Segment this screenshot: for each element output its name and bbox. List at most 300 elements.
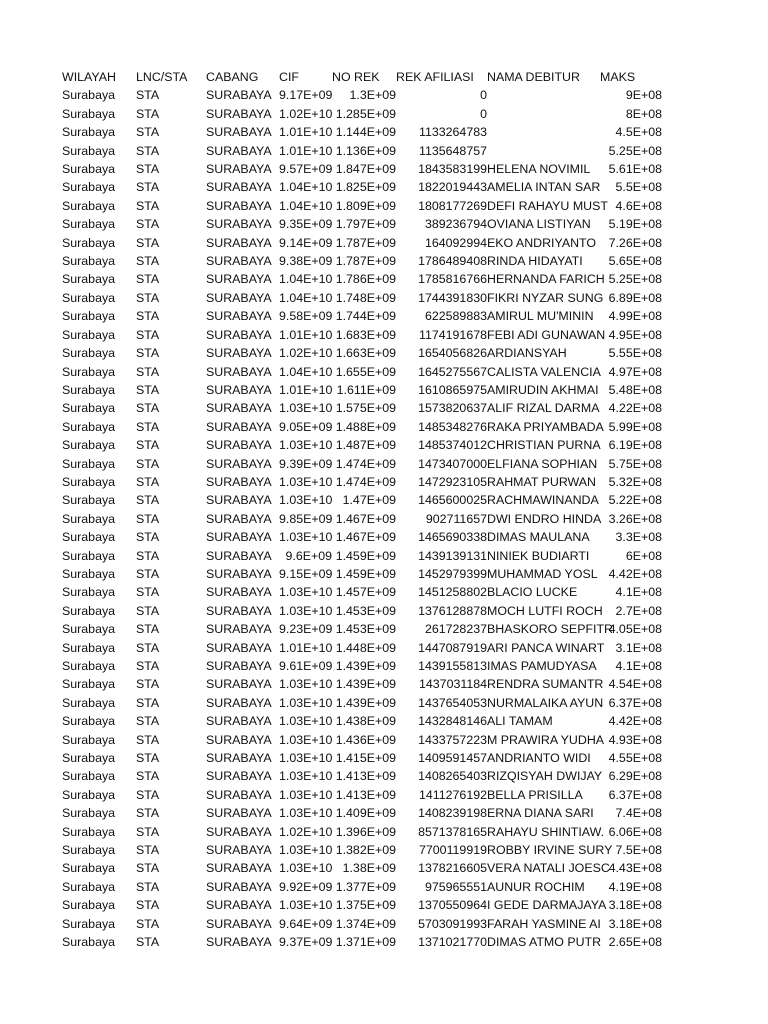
table-row <box>62 859 662 877</box>
cell-maks: 5.55E+08 <box>608 346 662 361</box>
cell-maks: 5.25E+08 <box>608 272 662 287</box>
table-row <box>62 197 662 215</box>
cell-rek-afiliasi: 1408265403 <box>418 769 487 784</box>
cell-nama-debitur: OVIANA LISTIYAN <box>487 217 591 232</box>
cell-nama-debitur: BLACIO LUCKE <box>487 585 578 600</box>
cell-no-rek: 1.847E+09 <box>335 162 396 177</box>
cell-maks: 5.99E+08 <box>608 419 662 434</box>
table-row <box>62 675 662 693</box>
cell-maks: 5.25E+08 <box>608 143 662 158</box>
cell-nama-debitur: DIMAS ATMO PUTR <box>487 935 602 950</box>
cell-rek-afiliasi: 1437031184 <box>419 677 487 692</box>
cell-nama-debitur: I GEDE DARMAJAYA <box>487 898 607 913</box>
cell-cif: 1.01E+10 <box>279 382 333 397</box>
cell-maks: 6.37E+08 <box>608 787 662 802</box>
cell-rek-afiliasi: 1133264783 <box>419 125 487 140</box>
cell-no-rek: 1.415E+09 <box>335 751 396 766</box>
cell-cif: 9.05E+09 <box>279 419 333 434</box>
cell-maks: 5.32E+08 <box>608 474 662 489</box>
cell-no-rek: 1.825E+09 <box>335 180 396 195</box>
cell-no-rek: 1.457E+09 <box>335 585 396 600</box>
cell-maks: 8E+08 <box>625 106 662 121</box>
cell-cabang: SURABAYA <box>206 916 272 931</box>
table-row <box>62 105 662 123</box>
cell-cif: 1.03E+10 <box>279 401 333 416</box>
cell-cif: 1.03E+10 <box>279 787 333 802</box>
cell-lnc-sta: STA <box>136 714 160 729</box>
cell-maks: 4.1E+08 <box>615 659 662 673</box>
cell-cabang: SURABAYA <box>206 217 272 232</box>
cell-lnc-sta: STA <box>136 843 160 858</box>
cell-cif: 1.03E+10 <box>279 438 333 453</box>
cell-wilayah: Surabaya <box>62 254 116 269</box>
cell-nama-debitur: BHASKORO SEPFITR <box>487 622 613 637</box>
cell-rek-afiliasi: 389236794 <box>424 217 487 232</box>
cell-maks: 6.89E+08 <box>608 290 662 305</box>
cell-nama-debitur: AMELIA INTAN SAR <box>487 180 601 195</box>
cell-rek-afiliasi: 1411276192 <box>419 787 487 802</box>
cell-cabang: SURABAYA <box>206 474 272 489</box>
cell-maks: 7.26E+08 <box>608 235 662 250</box>
cell-nama-debitur: DEFI RAHAYU MUST <box>487 198 608 213</box>
cell-maks: 4.42E+08 <box>608 566 662 581</box>
cell-rek-afiliasi: 1371021770 <box>418 935 487 950</box>
cell-maks: 4.99E+08 <box>608 309 662 324</box>
cell-rek-afiliasi: 1437654053 <box>418 695 487 710</box>
cell-lnc-sta: STA <box>136 346 160 361</box>
cell-nama-debitur: RACHMAWINANDA <box>487 493 599 508</box>
cell-rek-afiliasi: 1808177269 <box>418 198 487 213</box>
cell-cabang: SURABAYA <box>206 714 272 729</box>
table-row <box>62 896 662 914</box>
cell-wilayah: Surabaya <box>62 511 116 526</box>
cell-cif: 1.04E+10 <box>279 272 333 287</box>
cell-wilayah: Surabaya <box>62 290 116 305</box>
cell-nama-debitur: ANDRIANTO WIDI <box>487 751 591 766</box>
cell-nama-debitur: NURMALAIKA AYUN <box>487 695 604 710</box>
cell-rek-afiliasi: 1465600025 <box>418 493 487 508</box>
cell-wilayah: Surabaya <box>62 217 116 232</box>
cell-maks: 4.6E+08 <box>615 198 662 213</box>
cell-nama-debitur: ARI PANCA WINART <box>487 640 605 655</box>
cell-rek-afiliasi: 1439139131 <box>418 548 487 563</box>
table-row <box>62 252 662 270</box>
table-row <box>62 620 662 638</box>
cell-wilayah: Surabaya <box>62 935 116 950</box>
cell-no-rek: 1.655E+09 <box>335 364 396 379</box>
cell-maks: 6.06E+08 <box>608 824 662 839</box>
table-row <box>62 381 662 399</box>
cell-lnc-sta: STA <box>136 677 160 692</box>
header-rek-afiliasi: REK AFILIASI <box>396 70 474 84</box>
cell-wilayah: Surabaya <box>62 622 116 637</box>
cell-lnc-sta: STA <box>136 861 160 876</box>
cell-rek-afiliasi: 1433757223 <box>418 732 487 747</box>
cell-cif: 1.03E+10 <box>279 806 333 821</box>
cell-no-rek: 1.453E+09 <box>335 603 396 618</box>
cell-no-rek: 1.453E+09 <box>335 622 396 637</box>
cell-cabang: SURABAYA <box>206 751 272 766</box>
cell-nama-debitur: ARDIANSYAH <box>487 346 567 361</box>
cell-cabang: SURABAYA <box>206 640 272 655</box>
cell-maks: 3.3E+08 <box>615 530 662 545</box>
cell-no-rek: 1.809E+09 <box>335 198 396 213</box>
table-row <box>62 123 662 141</box>
cell-lnc-sta: STA <box>136 566 160 581</box>
cell-lnc-sta: STA <box>136 530 160 545</box>
cell-wilayah: Surabaya <box>62 474 116 489</box>
cell-cabang: SURABAYA <box>206 88 272 103</box>
cell-nama-debitur: NINIEK BUDIARTI <box>487 548 590 563</box>
cell-cif: 1.03E+10 <box>279 677 333 692</box>
cell-rek-afiliasi: 1451258802 <box>418 585 487 600</box>
cell-cabang: SURABAYA <box>206 235 272 250</box>
cell-no-rek: 1.459E+09 <box>335 566 396 581</box>
cell-no-rek: 1.374E+09 <box>335 916 396 931</box>
cell-maks: 3.18E+08 <box>608 916 662 931</box>
cell-no-rek: 1.786E+09 <box>335 272 396 287</box>
cell-nama-debitur: RIZQISYAH DWIJAY <box>487 769 603 784</box>
cell-lnc-sta: STA <box>136 254 160 269</box>
cell-lnc-sta: STA <box>136 787 160 802</box>
cell-lnc-sta: STA <box>136 143 160 158</box>
cell-nama-debitur: MUHAMMAD YOSL <box>487 566 598 581</box>
cell-cabang: SURABAYA <box>206 806 272 821</box>
cell-nama-debitur: DIMAS MAULANA <box>487 530 590 545</box>
cell-rek-afiliasi: 7700119919 <box>419 843 487 858</box>
cell-wilayah: Surabaya <box>62 106 116 121</box>
cell-rek-afiliasi: 1432848146 <box>418 714 487 729</box>
table-row <box>62 307 662 325</box>
cell-cif: 1.03E+10 <box>279 585 333 600</box>
cell-cif: 9.15E+09 <box>279 566 333 581</box>
cell-wilayah: Surabaya <box>62 879 116 894</box>
cell-no-rek: 1.448E+09 <box>335 640 396 655</box>
cell-nama-debitur: ROBBY IRVINE SURY <box>487 843 613 858</box>
table-row <box>62 436 662 454</box>
cell-lnc-sta: STA <box>136 898 160 913</box>
cell-maks: 4.95E+08 <box>608 327 662 342</box>
cell-rek-afiliasi: 1409591457 <box>418 751 487 766</box>
cell-cif: 1.03E+10 <box>279 530 333 545</box>
cell-no-rek: 1.38E+09 <box>342 861 396 876</box>
cell-cabang: SURABAYA <box>206 106 272 121</box>
table-row <box>62 160 662 178</box>
table-row <box>62 657 662 675</box>
cell-no-rek: 1.382E+09 <box>335 843 396 858</box>
cell-rek-afiliasi: 902711657 <box>425 511 487 526</box>
cell-maks: 4.22E+08 <box>608 401 662 416</box>
cell-lnc-sta: STA <box>136 419 160 434</box>
cell-lnc-sta: STA <box>136 327 160 342</box>
cell-maks: 4.43E+08 <box>608 861 662 876</box>
cell-cif: 9.92E+09 <box>279 879 333 894</box>
cell-no-rek: 1.436E+09 <box>335 732 396 747</box>
cell-lnc-sta: STA <box>136 640 160 655</box>
cell-cabang: SURABAYA <box>206 548 272 563</box>
cell-lnc-sta: STA <box>136 438 160 453</box>
cell-cif: 1.03E+10 <box>279 769 333 784</box>
cell-cabang: SURABAYA <box>206 290 272 305</box>
cell-rek-afiliasi: 0 <box>480 106 487 121</box>
cell-cif: 9.23E+09 <box>279 622 333 637</box>
cell-wilayah: Surabaya <box>62 88 116 103</box>
cell-no-rek: 1.683E+09 <box>335 327 396 342</box>
cell-cabang: SURABAYA <box>206 143 272 158</box>
cell-cif: 9.6E+09 <box>285 548 332 563</box>
table-row <box>62 289 662 307</box>
header-no-rek: NO REK <box>332 70 380 84</box>
cell-lnc-sta: STA <box>136 106 160 121</box>
cell-lnc-sta: STA <box>136 474 160 489</box>
cell-maks: 4.42E+08 <box>608 714 662 729</box>
cell-rek-afiliasi: 622589883 <box>424 309 487 324</box>
cell-cif: 1.01E+10 <box>279 640 333 655</box>
cell-nama-debitur: MOCH LUTFI ROCH <box>487 603 603 618</box>
cell-no-rek: 1.487E+09 <box>335 438 396 453</box>
cell-rek-afiliasi: 1135648757 <box>419 143 487 158</box>
cell-cabang: SURABAYA <box>206 401 272 416</box>
cell-cif: 1.01E+10 <box>279 143 333 158</box>
cell-no-rek: 1.136E+09 <box>335 143 396 158</box>
cell-nama-debitur: RAHAYU SHINTIAW. <box>487 824 605 839</box>
cell-maks: 7.4E+08 <box>615 806 662 821</box>
cell-cabang: SURABAYA <box>206 364 272 379</box>
cell-no-rek: 1.371E+09 <box>335 935 396 950</box>
table-row <box>62 767 662 785</box>
cell-cabang: SURABAYA <box>206 254 272 269</box>
cell-no-rek: 1.575E+09 <box>335 401 396 416</box>
cell-cif: 9.58E+09 <box>279 309 333 324</box>
cell-lnc-sta: STA <box>136 180 160 195</box>
table-row <box>62 510 662 528</box>
cell-no-rek: 1.467E+09 <box>335 511 396 526</box>
cell-cif: 9.85E+09 <box>279 511 333 526</box>
cell-maks: 3.26E+08 <box>608 511 662 526</box>
cell-cabang: SURABAYA <box>206 861 272 876</box>
cell-cabang: SURABAYA <box>206 732 272 747</box>
cell-nama-debitur: M PRAWIRA YUDHA <box>487 732 605 747</box>
cell-cif: 9.37E+09 <box>279 935 333 950</box>
cell-no-rek: 1.787E+09 <box>335 235 396 250</box>
table-row <box>62 915 662 933</box>
cell-cif: 1.01E+10 <box>279 327 333 342</box>
cell-wilayah: Surabaya <box>62 548 116 563</box>
cell-nama-debitur <box>487 142 600 160</box>
cell-cif: 9.38E+09 <box>279 254 333 269</box>
cell-nama-debitur: HERNANDA FARICH <box>487 272 605 287</box>
cell-maks: 4.54E+08 <box>608 677 662 692</box>
cell-no-rek: 1.413E+09 <box>335 787 396 802</box>
cell-lnc-sta: STA <box>136 935 160 950</box>
cell-no-rek: 1.459E+09 <box>335 548 396 563</box>
cell-lnc-sta: STA <box>136 769 160 784</box>
cell-rek-afiliasi: 1472923105 <box>418 474 487 489</box>
header-cif: CIF <box>279 70 299 84</box>
cell-wilayah: Surabaya <box>62 585 116 600</box>
cell-maks: 5.75E+08 <box>608 456 662 471</box>
header-nama-debitur: NAMA DEBITUR <box>487 70 580 84</box>
cell-cif: 1.03E+10 <box>279 714 333 729</box>
cell-cabang: SURABAYA <box>206 327 272 342</box>
cell-rek-afiliasi: 1822019443 <box>418 180 487 195</box>
cell-rek-afiliasi: 1843583199 <box>418 162 487 177</box>
table-body <box>62 86 662 951</box>
cell-cif: 9.35E+09 <box>279 217 333 232</box>
cell-cabang: SURABAYA <box>206 493 272 508</box>
cell-nama-debitur: CHRISTIAN PURNA <box>487 438 601 453</box>
table-row <box>62 583 662 601</box>
cell-maks: 5.5E+08 <box>615 180 662 195</box>
cell-rek-afiliasi: 1573820637 <box>418 401 487 416</box>
cell-no-rek: 1.611E+09 <box>336 382 396 397</box>
table-row <box>62 602 662 620</box>
cell-cif: 1.03E+10 <box>279 861 333 876</box>
cell-lnc-sta: STA <box>136 88 160 103</box>
cell-cabang: SURABAYA <box>206 198 272 213</box>
cell-cabang: SURABAYA <box>206 382 272 397</box>
cell-no-rek: 1.438E+09 <box>335 714 396 729</box>
cell-no-rek: 1.787E+09 <box>335 254 396 269</box>
cell-cif: 1.02E+10 <box>279 346 333 361</box>
cell-wilayah: Surabaya <box>62 898 116 913</box>
cell-lnc-sta: STA <box>136 272 160 287</box>
cell-no-rek: 1.47E+09 <box>342 493 396 508</box>
cell-rek-afiliasi: 261728237 <box>424 622 487 637</box>
cell-wilayah: Surabaya <box>62 769 116 784</box>
cell-cif: 1.03E+10 <box>279 603 333 618</box>
cell-nama-debitur: FARAH YASMINE AI <box>487 916 601 931</box>
cell-no-rek: 1.409E+09 <box>335 806 396 821</box>
cell-cabang: SURABAYA <box>206 603 272 618</box>
cell-cif: 1.02E+10 <box>279 824 333 839</box>
table-row <box>62 694 662 712</box>
cell-nama-debitur: RENDRA SUMANTR <box>487 677 604 692</box>
cell-lnc-sta: STA <box>136 125 160 140</box>
cell-cif: 1.01E+10 <box>279 125 333 140</box>
cell-nama-debitur <box>487 86 600 104</box>
cell-cif: 1.03E+10 <box>279 695 333 710</box>
cell-cabang: SURABAYA <box>206 125 272 140</box>
table-row <box>62 326 662 344</box>
cell-cabang: SURABAYA <box>206 622 272 637</box>
table-row <box>62 749 662 767</box>
cell-rek-afiliasi: 1378216605 <box>418 861 487 876</box>
cell-wilayah: Surabaya <box>62 401 116 416</box>
cell-maks: 2.7E+08 <box>615 603 662 618</box>
table-row <box>62 841 662 859</box>
cell-cabang: SURABAYA <box>206 879 272 894</box>
cell-wilayah: Surabaya <box>62 806 116 821</box>
cell-lnc-sta: STA <box>136 309 160 324</box>
cell-cif: 9.57E+09 <box>279 162 333 177</box>
cell-wilayah: Surabaya <box>62 180 116 195</box>
cell-rek-afiliasi: 1174191678 <box>419 327 487 342</box>
cell-wilayah: Surabaya <box>62 843 116 858</box>
cell-wilayah: Surabaya <box>62 419 116 434</box>
cell-nama-debitur: IMAS PAMUDYASA <box>487 659 597 673</box>
cell-no-rek: 1.797E+09 <box>335 217 396 232</box>
cell-cabang: SURABAYA <box>206 843 272 858</box>
cell-cabang: SURABAYA <box>206 272 272 287</box>
cell-nama-debitur <box>487 105 600 123</box>
cell-cif: 1.03E+10 <box>279 751 333 766</box>
cell-lnc-sta: STA <box>136 751 160 766</box>
cell-cif: 1.03E+10 <box>279 493 333 508</box>
cell-nama-debitur: BELLA PRISILLA <box>487 787 583 802</box>
cell-maks: 6.29E+08 <box>608 769 662 784</box>
cell-lnc-sta: STA <box>136 217 160 232</box>
cell-maks: 4.5E+08 <box>615 125 662 140</box>
cell-rek-afiliasi: 8571378165 <box>418 824 487 839</box>
cell-lnc-sta: STA <box>136 198 160 213</box>
cell-no-rek: 1.474E+09 <box>335 456 396 471</box>
cell-cif: 1.04E+10 <box>279 364 333 379</box>
cell-rek-afiliasi: 0 <box>480 88 487 103</box>
cell-lnc-sta: STA <box>136 806 160 821</box>
cell-maks: 5.22E+08 <box>608 493 662 508</box>
cell-cif: 1.03E+10 <box>279 732 333 747</box>
cell-maks: 3.1E+08 <box>615 640 662 655</box>
cell-rek-afiliasi: 1473407000 <box>418 456 487 471</box>
cell-lnc-sta: STA <box>136 695 160 710</box>
cell-lnc-sta: STA <box>136 401 160 416</box>
cell-lnc-sta: STA <box>136 548 160 563</box>
cell-cif: 1.04E+10 <box>279 290 333 305</box>
table-row <box>62 270 662 288</box>
cell-lnc-sta: STA <box>136 603 160 618</box>
table-row <box>62 455 662 473</box>
cell-nama-debitur: ALI TAMAM <box>487 714 553 729</box>
cell-wilayah: Surabaya <box>62 493 116 508</box>
cell-lnc-sta: STA <box>136 382 160 397</box>
cell-lnc-sta: STA <box>136 732 160 747</box>
cell-maks: 7.5E+08 <box>615 843 662 858</box>
cell-maks: 4.19E+08 <box>608 879 662 894</box>
cell-cif: 9.14E+09 <box>279 235 333 250</box>
cell-cif: 1.03E+10 <box>279 474 333 489</box>
cell-cabang: SURABAYA <box>206 511 272 526</box>
cell-maks: 4.1E+08 <box>615 585 662 600</box>
cell-rek-afiliasi: 1485374012 <box>418 438 487 453</box>
table-row <box>62 731 662 749</box>
cell-no-rek: 1.375E+09 <box>335 898 396 913</box>
cell-nama-debitur: ALIF RIZAL DARMA <box>487 401 600 416</box>
cell-wilayah: Surabaya <box>62 309 116 324</box>
cell-lnc-sta: STA <box>136 493 160 508</box>
cell-cif: 1.03E+10 <box>279 843 333 858</box>
cell-maks: 5.48E+08 <box>608 382 662 397</box>
cell-no-rek: 1.474E+09 <box>335 474 396 489</box>
cell-nama-debitur: FEBI ADI GUNAWAN <box>487 327 606 342</box>
cell-cif: 1.02E+10 <box>279 106 333 121</box>
cell-lnc-sta: STA <box>136 456 160 471</box>
cell-cabang: SURABAYA <box>206 677 272 692</box>
cell-lnc-sta: STA <box>136 511 160 526</box>
cell-cabang: SURABAYA <box>206 438 272 453</box>
cell-no-rek: 1.488E+09 <box>335 419 396 434</box>
cell-cabang: SURABAYA <box>206 659 272 673</box>
cell-rek-afiliasi: 1370550964 <box>418 898 487 913</box>
cell-wilayah: Surabaya <box>62 861 116 876</box>
cell-no-rek: 1.396E+09 <box>335 824 396 839</box>
cell-cabang: SURABAYA <box>206 787 272 802</box>
cell-wilayah: Surabaya <box>62 824 116 839</box>
cell-wilayah: Surabaya <box>62 143 116 158</box>
cell-rek-afiliasi: 1452979399 <box>418 566 487 581</box>
cell-rek-afiliasi: 1785816766 <box>418 272 487 287</box>
cell-cabang: SURABAYA <box>206 162 272 177</box>
